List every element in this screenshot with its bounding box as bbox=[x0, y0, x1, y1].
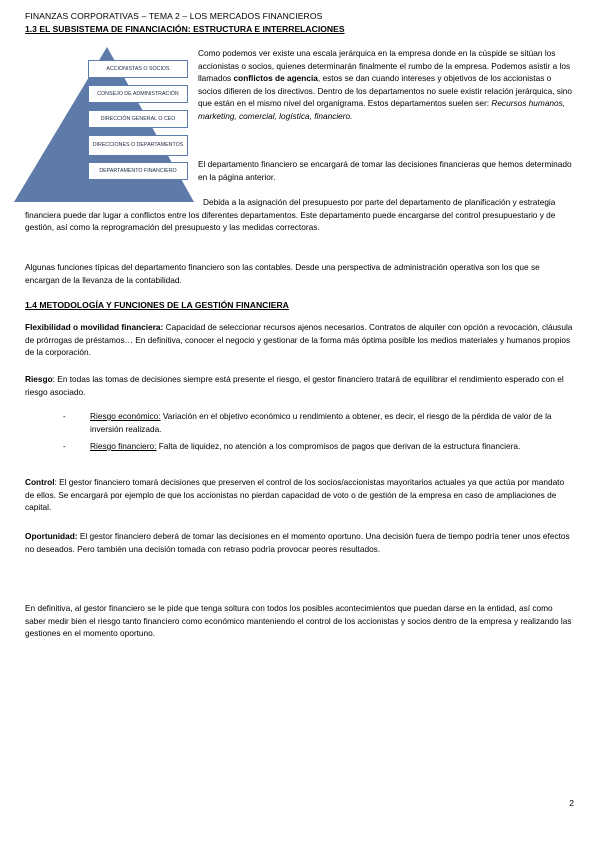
pyramid-level-departments: DIRECCIONES O DEPARTAMENTOS bbox=[88, 135, 188, 156]
agency-conflicts-term: conflictos de agencia bbox=[233, 73, 318, 84]
flexibility-text: Capacidad de seleccionar recursos ajenos necesarios. Contratos de alquiler con opción a revocación, cláusula de prórrogas de préstamos… En definitiva, conocer el negocio y gestionar de la forma más óptima posible los medios materiales y humanos propios de la corporación. bbox=[25, 322, 573, 358]
economic-risk-label: Riesgo económico: bbox=[90, 411, 161, 421]
hierarchy-pyramid bbox=[12, 44, 196, 204]
bullet-financial-risk bbox=[90, 440, 574, 453]
paragraph-control bbox=[25, 476, 574, 514]
paragraph-accounting: Algunas funciones típicas del departamento financiero son las contables. Desde una perspectiva de administración operativa son los que se encargan de la llevanza de la contabilidad. bbox=[25, 262, 540, 285]
paragraph-hierarchy bbox=[198, 47, 576, 123]
bullet-economic-risk bbox=[90, 410, 574, 435]
hierarchy-text-a: Como podemos ver existe una escala jerárquica en la empresa donde en la cúspide se sitúan los accionistas o socios, quienes determinarán finalmente el rumbo de la empresa. Podemos asistir a los llamados bbox=[198, 48, 571, 84]
document-header: FINANZAS CORPORATIVAS – TEMA 2 – LOS MERCADOS FINANCIEROS bbox=[25, 11, 323, 21]
flexibility-label: Flexibilidad o movilidad financiera: bbox=[25, 322, 164, 332]
page-number: 2 bbox=[569, 798, 574, 808]
paragraph-budget: Debida a la asignación del presupuesto por parte del departamento de planificación y estrategia financiera puede dar lugar a conflictos entre los diferentes departamentos. Este departamento puede encargarse del control presupuestario y de gestión, así como la reprogramación del presupuesto y las medidas correctoras. bbox=[25, 197, 556, 233]
pyramid-level-ceo: DIRECCIÓN GENERAL O CEO bbox=[88, 110, 188, 128]
pyramid-level-board: CONSEJO DE ADMINISTRACIÓN bbox=[88, 85, 188, 103]
opportunity-label: Oportunidad: bbox=[25, 531, 78, 541]
paragraph-finance-dept: El departamento financiero se encargará de tomar las decisiones financieras que hemos determinado en la página anterior. bbox=[198, 159, 572, 182]
risk-text: : En todas las tomas de decisiones siempre está presente el riesgo, el gestor financiero tratará de equilibrar el rendimiento esperado con el riesgo asociado. bbox=[25, 374, 564, 397]
control-text: : El gestor financiero tomará decisiones que preserven el control de los socios/accionistas mayoritarios actuales ya que actúa por mandato de ellos. Se encargará por ejemplo de que los accionistas no pierdan capacidad de voto o de gestión de la empresa en caso de ampliaciones de capital. bbox=[25, 477, 565, 513]
pyramid-level-finance: DEPARTAMENTO FINANCIERO bbox=[88, 162, 188, 180]
bullet-dash: - bbox=[63, 441, 66, 451]
risk-label: Riesgo bbox=[25, 374, 53, 384]
financial-risk-label: Riesgo financiero: bbox=[90, 441, 157, 451]
section-title-1-4: 1.4 METODOLOGÍA Y FUNCIONES DE LA GESTIÓN FINANCIERA bbox=[25, 300, 289, 310]
paragraph-conclusion: En definitiva, al gestor financiero se le pide que tenga soltura con todos los posibles acontecimientos que puedan darse en la entidad, así como saber medir bien el riesgo tanto financiero como económico manteniendo el control de los accionistas y socios dentro de la empresa y realizando las gestiones en el momento oportuno. bbox=[25, 603, 572, 639]
section-title-1-3: 1.3 EL SUBSISTEMA DE FINANCIACIÓN: ESTRUCTURA E INTERRELACIONES bbox=[25, 24, 345, 34]
economic-risk-text: Variación en el objetivo económico u rendimiento a obtener, es decir, el riesgo de la pérdida de valor de la inversión realizada. bbox=[90, 411, 552, 434]
financial-risk-text: Falta de liquidez, no atención a los compromisos de pagos que derivan de la estructura financiera. bbox=[156, 441, 521, 451]
hierarchy-text-c: , estos se dan cuando intereses y objetivos de los accionistas o socios difieren de los directivos. Dentro de los departamentos no suele existir relación jerárquica, sino que están en el mismo nivel del organigrama. Estos departamentos suelen ser: bbox=[198, 73, 573, 109]
bullet-dash: - bbox=[63, 411, 66, 421]
paragraph-opportunity bbox=[25, 530, 574, 555]
pyramid-level-shareholders: ACCIONISTAS O SOCIOS bbox=[88, 60, 188, 78]
paragraph-flexibility bbox=[25, 321, 574, 359]
departments-list: Recursos humanos, marketing, comercial, logística, financiero. bbox=[198, 98, 566, 121]
control-label: Control bbox=[25, 477, 55, 487]
paragraph-risk bbox=[25, 373, 574, 398]
opportunity-text: El gestor financiero deberá de tomar las decisiones en el momento oportuno. Una decisión fuera de tiempo podría tener unos efectos no deseados. Pero también una decisión tomada con retraso podría provocar peores resultados. bbox=[25, 531, 570, 554]
